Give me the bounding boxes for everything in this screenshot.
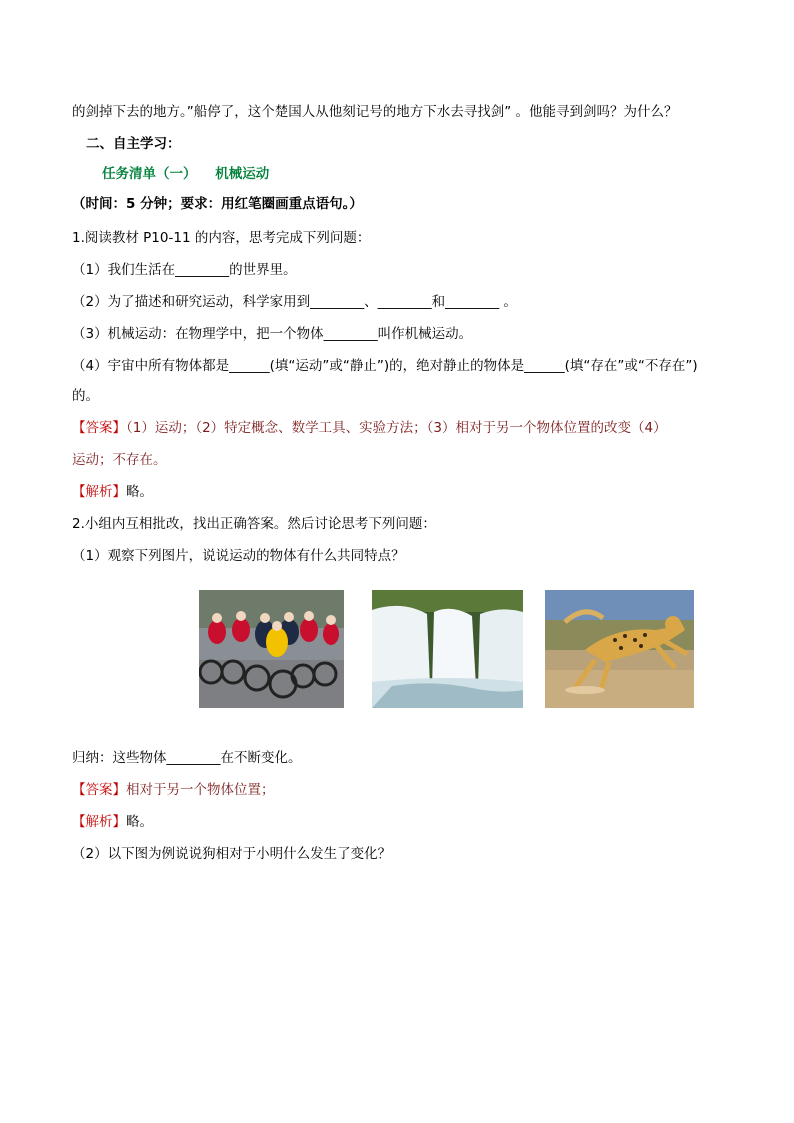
question-1-intro: 1.阅读教材 P10-11 的内容，思考完成下列问题： — [72, 230, 371, 246]
question-1-part-2: （2）为了描述和研究运动，科学家用到________、________和________ 。 — [72, 294, 517, 310]
question-1-part-4-cont: 的。 — [72, 388, 99, 404]
cheetah-photo — [545, 590, 694, 708]
analysis-2 — [72, 812, 153, 832]
task-list-heading: 任务清单（一） 机械运动 — [102, 166, 270, 182]
analysis-text: 略。 — [126, 484, 153, 500]
question-1-part-4: （4）宇宙中所有物体都是______(填“运动”或“静止”)的，绝对静止的物体是______(填“存在”或“不存在”) — [72, 358, 698, 374]
time-requirement: （时间：5 分钟；要求：用红笔圈画重点语句。） — [72, 196, 363, 212]
summary-line: 归纳：这些物体________在不断变化。 — [72, 750, 302, 766]
question-2-intro: 2.小组内互相批改，找出正确答案。然后讨论思考下列问题： — [72, 516, 436, 532]
answer-2 — [72, 780, 275, 800]
analysis-1 — [72, 482, 153, 502]
answer-text: （1）运动；（2）特定概念、数学工具、实验方法；（3）相对于另一个物体位置的改变（4） — [126, 420, 667, 436]
question-2-part-1: （1）观察下列图片，说说运动的物体有什么共同特点？ — [72, 548, 405, 564]
section-heading: 二、自主学习： — [86, 136, 181, 152]
question-1-part-3: （3）机械运动：在物理学中，把一个物体________叫作机械运动。 — [72, 326, 473, 342]
answer-text: 相对于另一个物体位置； — [126, 782, 275, 798]
cyclists-photo — [199, 590, 344, 708]
question-1-part-1: （1）我们生活在________的世界里。 — [72, 262, 297, 278]
waterfall-photo — [372, 590, 523, 708]
question-2-part-2: （2）以下图为例说说狗相对于小明什么发生了变化？ — [72, 846, 392, 862]
analysis-tag: 【解析】 — [72, 484, 126, 500]
analysis-tag: 【解析】 — [72, 814, 126, 830]
answer-1-cont: 运动；不存在。 — [72, 452, 167, 468]
intro-text-line: 的剑掉下去的地方。”船停了，这个楚国人从他刻记号的地方下水去寻找剑” 。他能寻到剑吗？为什么？ — [72, 104, 678, 120]
analysis-text: 略。 — [126, 814, 153, 830]
answer-1 — [72, 418, 667, 438]
answer-tag: 【答案】 — [72, 782, 126, 798]
answer-tag: 【答案】 — [72, 420, 126, 436]
